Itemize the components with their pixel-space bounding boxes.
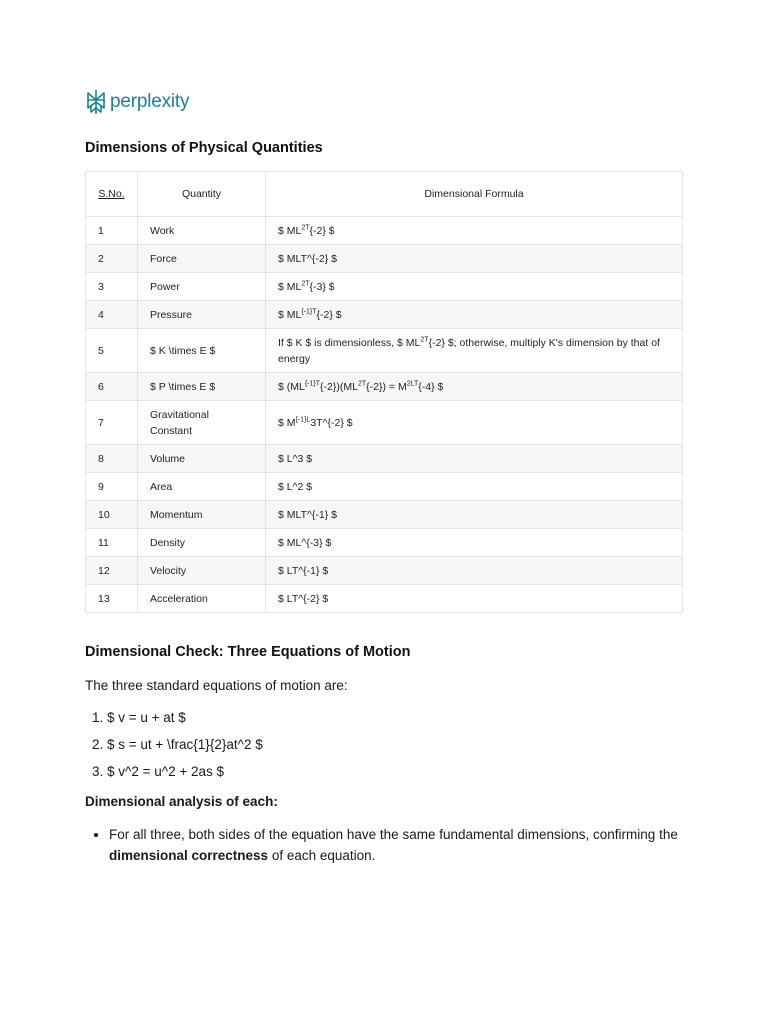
cell-formula: $ $ML^{\{-1\}T}\{-2\}$ $ (266, 301, 683, 329)
cell-quantity: Volume (138, 445, 266, 473)
table-row (86, 245, 683, 273)
table-row (86, 273, 683, 301)
cell-sno: 12 (86, 557, 138, 585)
cell-quantity: $ P \times E $ (138, 373, 266, 401)
table-row (86, 329, 683, 373)
cell-sno: 4 (86, 301, 138, 329)
note-bold: dimensional correctness (109, 848, 269, 863)
equation-item: 2. $ s = ut + \frac{1}{2}at^2 $ (107, 735, 263, 762)
analysis-notes (85, 824, 684, 866)
superscript: 2T (301, 280, 310, 287)
cell-quantity: Momentum (138, 501, 266, 529)
cell-sno: 10 (86, 501, 138, 529)
analysis-note (109, 824, 684, 866)
cell-formula: $ MLT^{-1} $ (266, 501, 683, 529)
cell-formula: $ ML^{-3} $ (266, 529, 683, 557)
table-header-row (86, 172, 683, 217)
note-text-before: For all three, both sides of the equation have the same fundamental dimensions, confirming the (109, 827, 678, 842)
superscript: 2T (301, 224, 310, 231)
table-row (86, 501, 683, 529)
cell-quantity: Area (138, 473, 266, 501)
cell-quantity: Velocity (138, 557, 266, 585)
cell-quantity: Gravitational Constant (138, 401, 266, 445)
cell-quantity: Force (138, 245, 266, 273)
cell-formula: $ $ML^{2T}\{-2\}$ $ (266, 217, 683, 245)
perplexity-logo[interactable] (85, 88, 683, 116)
superscript: {-1}T (304, 380, 321, 387)
brand-name: perplexity (110, 91, 190, 112)
cell-quantity: Acceleration (138, 585, 266, 613)
cell-sno: 6 (86, 373, 138, 401)
table-section-title: Dimensions of Physical Quantities (85, 140, 323, 156)
cell-formula: $ $(ML^{\{-1\}T}\{-2\})(ML^{2T}\{-2\}) = M^{2LT}\{-4\}$ $ (266, 373, 683, 401)
table-body (86, 217, 683, 613)
cell-sno: 1 (86, 217, 138, 245)
table-row (86, 529, 683, 557)
table-row (86, 301, 683, 329)
dimensions-table (85, 171, 683, 613)
cell-sno: 11 (86, 529, 138, 557)
cell-sno: 9 (86, 473, 138, 501)
cell-sno: 3 (86, 273, 138, 301)
table-row (86, 585, 683, 613)
cell-formula: $ LT^{-2} $ (266, 585, 683, 613)
table-row (86, 373, 683, 401)
header-formula: Dimensional Formula (266, 172, 683, 217)
cell-quantity: Pressure (138, 301, 266, 329)
cell-quantity: Density (138, 529, 266, 557)
table-row (86, 445, 683, 473)
superscript: {-1}L (295, 416, 311, 423)
superscript: 2T (420, 336, 429, 343)
equation-item: 3. $ v^2 = u^2 + 2as $ (107, 762, 263, 789)
cell-sno: 13 (86, 585, 138, 613)
equation-item: 1. $ v = u + at $ (107, 708, 263, 735)
perplexity-icon (85, 89, 107, 115)
equations-list (85, 708, 263, 789)
superscript: 2T (357, 380, 367, 387)
analysis-heading: Dimensional analysis of each: (85, 794, 278, 809)
cell-quantity: Work (138, 217, 266, 245)
cell-formula: $ L^2 $ (266, 473, 683, 501)
header-quantity: Quantity (138, 172, 266, 217)
cell-quantity: Power (138, 273, 266, 301)
cell-sno: 8 (86, 445, 138, 473)
table-row (86, 401, 683, 445)
superscript: 2LT (406, 380, 419, 387)
table-row (86, 473, 683, 501)
table-row (86, 557, 683, 585)
cell-formula: $ MLT^{-2} $ (266, 245, 683, 273)
table-row (86, 217, 683, 245)
cell-formula: $ LT^{-1} $ (266, 557, 683, 585)
cell-sno: 7 (86, 401, 138, 445)
cell-sno: 5 (86, 329, 138, 373)
header-sno: S.No. (86, 172, 138, 217)
document-page (85, 88, 683, 863)
cell-sno: 2 (86, 245, 138, 273)
note-text-after: of each equation. (268, 848, 376, 863)
cell-formula: $ $M^{\{-1\}L}3T\^{}\{-2\}$ $ (266, 401, 683, 445)
cell-formula: If $ K $ is dimensionless, $ $ML^{2T}\{-2\}$ $; otherwise, multiply K's dimension by that of energy (266, 329, 683, 373)
cell-quantity: $ K \times E $ (138, 329, 266, 373)
cell-formula: $ L^3 $ (266, 445, 683, 473)
motion-intro: The three standard equations of motion are: (85, 678, 348, 693)
motion-section-title: Dimensional Check: Three Equations of Motion (85, 644, 411, 660)
superscript: {-1}T (301, 308, 317, 315)
cell-formula: $ $ML^{2T}\{-3\}$ $ (266, 273, 683, 301)
